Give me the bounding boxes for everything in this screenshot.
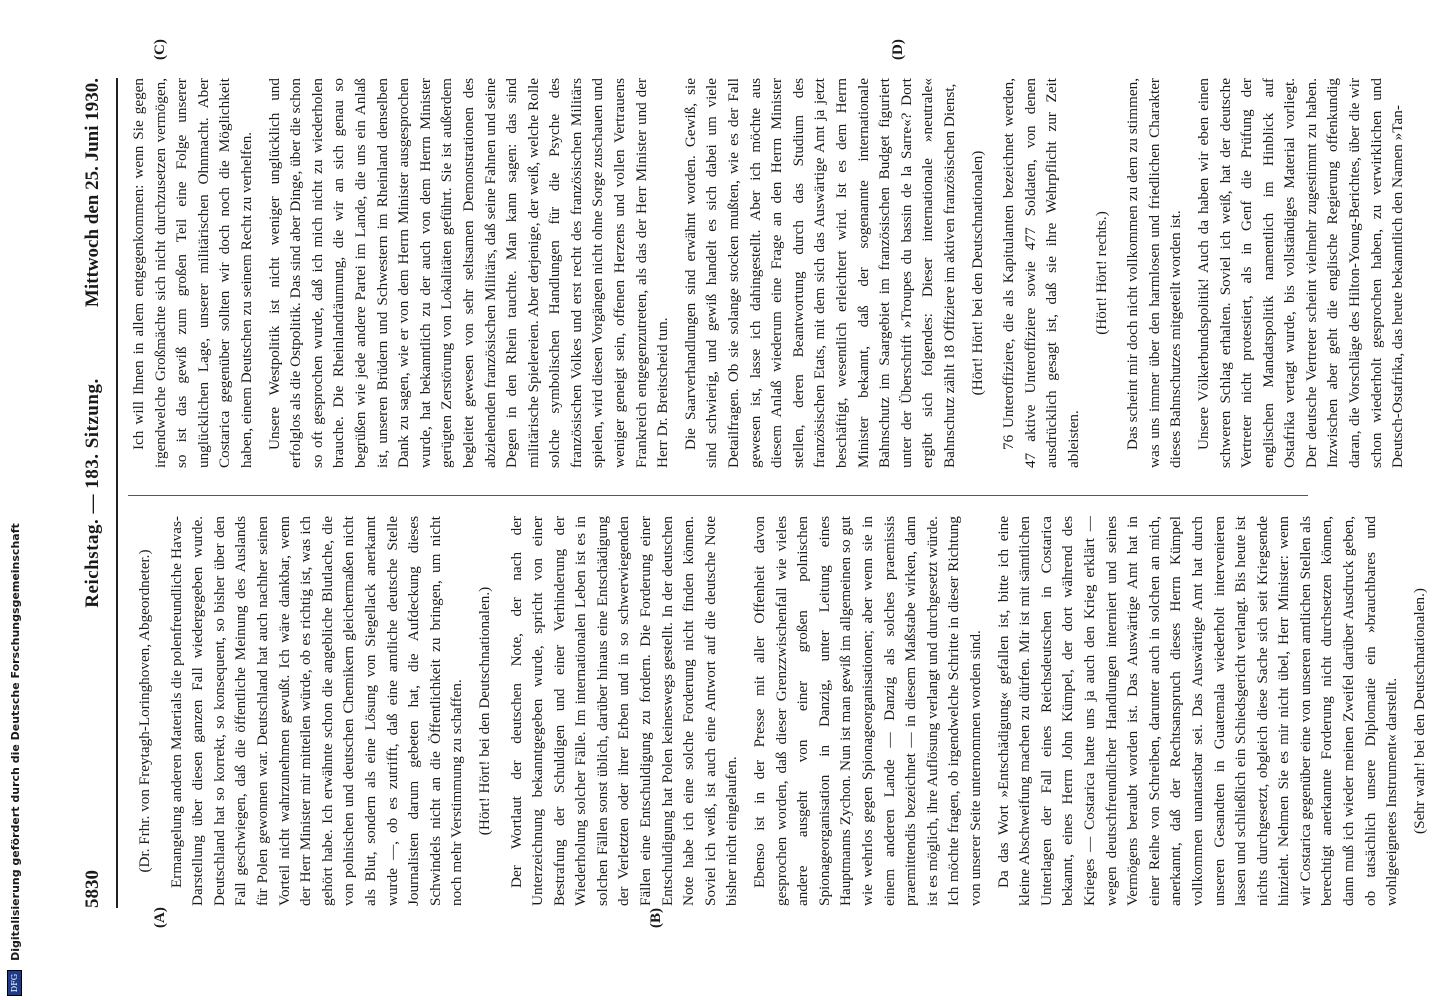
paragraph: 76 Unteroffiziere, die als Kapitulanten bezeichnet werden, 47 aktive Unteroffiziere sowie 477 Soldaten, von denen ausdrücklich gesagt ist, daß sie ihre Wehrpflicht zur Zeit ableisten. — [1000, 78, 1082, 468]
paragraph: Unsere Westpolitik ist nicht weniger unglücklich und erfolglos als die Ostpolitik. Das sind aber Dinge, über die schon so oft gesprochen wurde, daß ich mich nicht zu wiederholen brauche. Die Rheinlandräumung, die wir an sich genau so begrüßen wie jede andere Partei im Lande, die uns ein Anlaß ist, unseren Brüdern und Schwestern im Rheinland denselben Dank zu sagen, wie er von dem Herrn Minister ausgesprochen wurde, hat bekanntlich zu der auch von dem Herrn Minister gerügten Zerstörung von Lokalitäten geführt. Sie ist außerdem begleitet gewesen von sehr seltsamen Demonstrationen des abziehenden französischen Militärs, daß seine Fahnen und seine Degen in den Rhein tauchte. Man kann sagen: das sind militärische Spielereien. Aber derjenige, der weiß, welche Rolle solche symbolischen Handlungen für die Psyche des französischen Volkes und erst recht des französischen Militärs spielen, wird diesen Vorgängen nicht ohne Sorge zuschauen und weniger geneigt sein, offenen Herzens und vollen Vertrauens Frankreich entgegenzutreten, als das der Herr Minister und der Herr Dr. Breitscheid tun. — [265, 78, 672, 468]
interjection: (Sehr wahr! bei den Deutschnationalen.) — [1410, 588, 1428, 834]
column-separator — [128, 495, 1308, 496]
session-title: Reichstag. — 183. Sitzung. — [82, 378, 103, 608]
interjection: (Hört! Hört! rechts.) — [1092, 211, 1110, 335]
dfg-logo-icon: DFG — [7, 970, 22, 996]
paragraph: Da das Wort »Entschädigung« gefallen ist, bitte ich eine kleine Abschweifung machen zu dürfen. Mir ist mit sämtlichen Unterlagen der Fall eines Reichsdeutschen in Costarica bekannt, eines Herrn John Kümpel, der dort während des Krieges — Costarica hatte uns ja auch den Krieg erklärt — wegen deutschfreundlicher Handlungen interniert und seines Vermögens beraubt worden ist. Das Auswärtige Amt hat in einer Reihe von Schreiben, darunter auch in solchen an mich, anerkannt, daß der Rechtsanspruch dieses Herrn Kümpel vollkommen unantastbar sei. Das Auswärtige Amt hat durch unseren Gesandten in Guatemala wiederholt intervenieren lassen und schließlich ein Schiedsgericht verlangt. Bis heute ist nichts durchgesetzt, obgleich diese Sache sich seit Kriegsende hinzieht. Nehmen Sie es mir nicht übel, Herr Minister: wenn wir Costarica gegenüber eine von unseren amtlichen Stellen als berechtigt anerkannte Forderung nicht durchsetzen können, dann muß ich wieder meinen Zweifel darüber Ausdruck geben, ob tatsächlich unsere Diplomatie ein »brauchbares und wohlgeeignetes Instrument« darstellt. — [994, 516, 1401, 906]
margin-marker-a: (A) — [152, 907, 168, 928]
paragraph: Unsere Völkerbundspolitik! Auch da haben wir eben einen schweren Schlag erhalten. Soviel ich weiß, hat der deutsche Vertreter nicht protestiert, als in Genf die Prüfung der englischen Mandatspolitik namentlich im Hinblick auf Ostafrika vertagt wurde, bis vollständiges Material vorliegt. Der deutsche Vertreter scheint vielmehr zugestimmt zu haben. Inzwischen aber geht die englische Regierung offenkundig daran, die Vorschläge des Hilton-Young-Berichtes, über die wir schon wiederholt gesprochen haben, zu verwirklichen und Deutsch-Ostafrika, das heute bekanntlich den Namen »Tan- — [1194, 78, 1407, 468]
footer-text: Digitalisierung gefördert durch die Deutsche Forschungsgemeinschaft — [9, 523, 22, 961]
paragraph: Ebenso ist in der Presse mit aller Offenheit davon gesprochen worden, daß dieser Grenzzwischenfall wie vieles andere ausgeht von einer großen polnischen Spionageorganisation in Danzig, unter Leitung eines Hauptmanns Zychon. Nun ist man gewiß im allgemeinen so gut wie wehrlos gegen Spionageorganisationen; aber wenn sie in einem anderen Lande — Danzig als solches praemissis praemittendis bezeichnet — in diesem Maßstabe wirken, dann ist es möglich, ihre Auflösung verlangt und durchgesetzt würde. Ich möchte fragen, ob irgendwelche Schritte in dieser Richtung von unserer Seite unternommen worden sind. — [751, 516, 984, 906]
page-header — [78, 78, 108, 908]
margin-marker-b: (B) — [648, 908, 664, 928]
margin-marker-d: (D) — [890, 39, 906, 60]
left-column — [128, 516, 1428, 906]
interjection: (Hört! Hört! bei den Deutschnationalen) — [968, 150, 986, 396]
paragraph: Der Wortlaut der deutschen Note, der nach der Unterzeichnung bekanntgegeben wurde, spricht von einer Bestrafung der Schuldigen und einer Verhinderung der Wiederholung solcher Fälle. Im internationalen Leben ist es in solchen Fällen sonst üblich, darüber hinaus eine Entschädigung der Verletzten oder ihrer Erben und in so schwerwiegenden Fällen eine Entschuldigung zu fordern. Die Forderung einer Entschuldigung hat Polen keineswegs gestellt. In der deutschen Note habe ich eine solche Forderung nicht finden können. Soviel ich weiß, ist auch eine Antwort auf die deutsche Note bisher nicht eingelaufen. — [507, 516, 741, 906]
right-column — [128, 78, 1407, 468]
speaker-line: (Dr. Frhr. von Freytagh-Loringhoven, Abgeordneter.) — [136, 549, 153, 873]
margin-marker-c: (C) — [152, 39, 168, 60]
paragraph: Ermangelung anderen Materials die polenfreundliche Havas-Darstellung über diesen ganzen Fall wiedergegeben wurde. Deutschland hat so korrekt, so konsequent, so bisher über den Fall geschwiegen, daß die öffentliche Meinung des Auslands für Polen gewonnen war. Deutschland hat auch nachher seinen Vorteil nicht wahrzunehmen gewußt. Ich wäre dankbar, wenn der Herr Minister mir mitteilen würde, ob es richtig ist, was ich gehört habe. Ich erwähnte schon die angebliche Blutlache, die von polnischen und deutschen Chemikern gleichermaßen nicht als Blut, sondern als eine Lösung von Siegellack anerkannt wurde —, ob es zutrifft, daß eine amtliche deutsche Stelle Journalisten darum gebeten hat, die Aufdeckung dieses Schwindels nicht an die Öffentlichkeit zu bringen, um nicht noch mehr Verstimmung zu schaffen. — [167, 516, 466, 906]
digitization-footer — [4, 0, 24, 996]
interjection: (Hört! Hört! bei den Deutschnationalen.) — [475, 586, 493, 836]
header-rule — [116, 78, 118, 908]
page-number: 5830 — [82, 870, 103, 908]
paragraph: Das scheint mir doch nicht vollkommen zu dem zu stimmen, was uns immer über den harmlosen und friedlichen Charakter dieses Bahnschutzes mitgeteilt worden ist. — [1124, 78, 1185, 468]
session-date: Mittwoch den 25. Juni 1930. — [82, 78, 103, 308]
paragraph: Ich will Ihnen in allem entgegenkommen: wenn Sie gegen irgendwelche Großmächte sich nicht durchzusetzen vermögen, so ist das gewiß zum großen Teil eine Folge unserer unglücklichen Lage, unserer militärischen Ohnmacht. Aber Costarica gegenüber sollten wir doch noch die Möglichkeit haben, einem Deutschen zu seinem Recht zu verhelfen. — [130, 78, 255, 468]
paragraph: Die Saarverhandlungen sind erwähnt worden. Gewiß, sie sind schwierig, und gewiß handelt es sich dabei um viele Detailfragen. Ob sie solange stocken mußten, wie es der Fall gewesen ist, lasse ich dahingestellt. Aber ich möchte aus diesem Anlaß wiederum eine Frage an den Herrn Minister stellen, deren Beantwortung durch das Studium des französischen Etats, mit dem sich das Auswärtige Amt ja jetzt beschäftigt, wesentlich erleichtert wird. Ist es dem Herrn Minister bekannt, daß der sogenannte internationale Bahnschutz im Saargebiet im französischen Budget figuriert unter der Überschrift »Troupes du bassin de la Sarre«? Dort ergibt sich folgendes: Dieser internationale »neutrale« Bahnschutz zählt 18 Offiziere im aktiven französischen Dienst, — [681, 78, 958, 468]
